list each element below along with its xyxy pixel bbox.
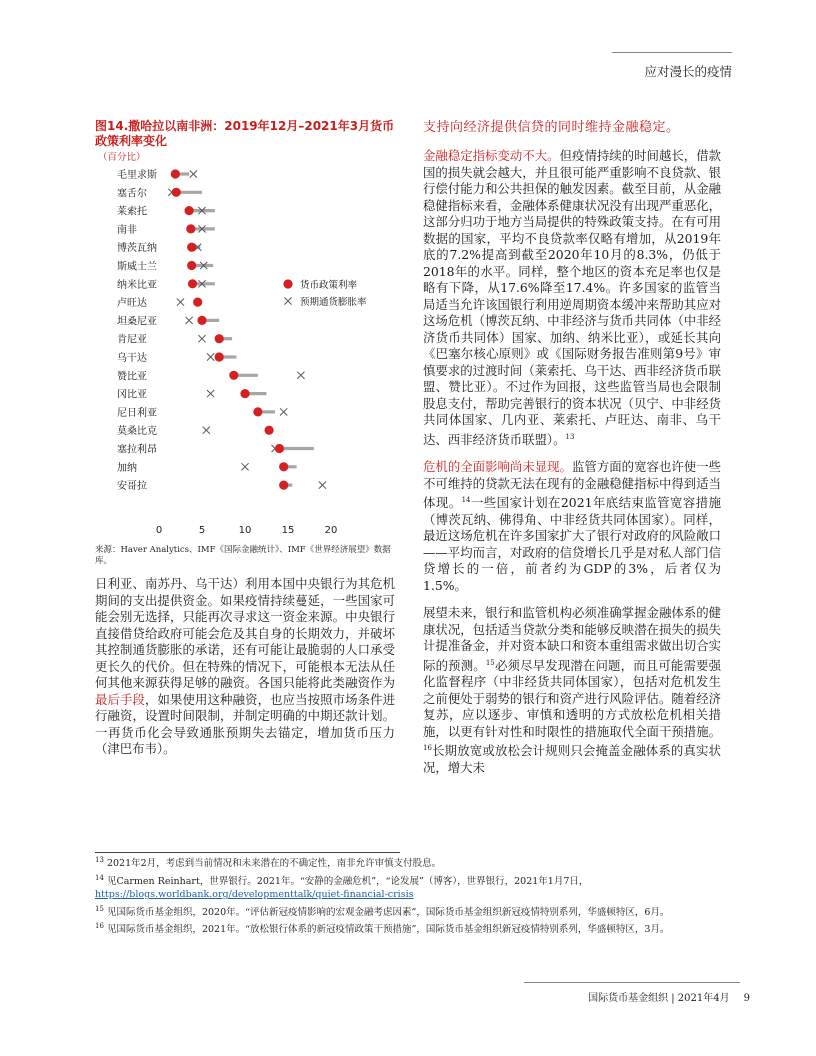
paragraph-body: 展望未来，银行和监管机构必须准确掌握金融体系的健康状况，包括适当贷款分类和能够反映潜在损失的损失计提准备金，并对资本缺口和资本重组需求做出切合实际的预测。: [423, 605, 721, 673]
right-body-text: [423, 148, 721, 788]
paragraph-body-cont: 必须尽早发现潜在问题，而且可能需要强化监督程序（中非经货共同体国家），包括对危机发生之前便处于弱势的银行和资产进行风险评估。随着经济复苏，应以逐步、审慎和透明的方式放松危机相关措施，以更有针对性和时限性的措施取代全面干预措施。: [423, 657, 722, 739]
figure-unit: （百分比）: [98, 152, 146, 163]
policy-rate-dot: [187, 261, 196, 270]
footnote-ref[interactable]: 16: [423, 744, 432, 753]
footnotes: [95, 854, 720, 938]
paragraph-body: 但疫情持续的时间越长，借款国的损失就会越大，并且很可能严重影响不良贷款、银行偿付能力和公共担保的触发因素。截至目前，从金融稳健指标来看，金融体系健康状况没有出现严重恶化，这部分归功于地方当局提供的特殊政策支持。在有可用数据的国家，平均不良贷款率仅略有增加，从2019年底的7.2%提高到截至2020年10月的8.3%，仍低于2018年的水平。同样，整个地区的资本充足率也仅是略有下降，从17.6%降至17.4%。许多国家的监管当局适当允许该国银行利用逆周期资本缓冲来帮助其应对这场危机（博茨瓦纳、中非经济与货币共同体（中非经济货币共同体）国家、加纳、纳米比亚），或延长其向《巴塞尔核心原则》或《国际财务报告准则第9号》审慎要求的过渡时间（莱索托、乌干达、西非经济货币联盟、赞比亚）。不过作为回报，这些监管当局也会限制股息支付，帮助完善银行的资本状况（贝宁、中非经货共同体国家、几内亚、莱索托、卢旺达、南非、乌干达、西非经济货币联盟）。: [423, 148, 722, 447]
inflation-marker: [319, 482, 326, 489]
footnote-15: [95, 903, 720, 920]
footnote-ref[interactable]: 15: [485, 658, 495, 667]
footnote-number: 13: [95, 856, 104, 864]
paragraph-outlook: [423, 605, 721, 776]
footer-text: 国际货币基金组织 | 2021年4月: [588, 993, 730, 1004]
footnote-text: 2021年2月，考虑到当前情况和未来潜在的不确定性，南非允许审慎支付股息。: [106, 858, 442, 870]
x-tick-label: 20: [324, 525, 338, 536]
left-para-text-end: ，如果使用这种融资，也应当按照市场条件进行融资，设置时间限制，并制定明确的中期还款计划。一再货币化会导致通胀预期失去锚定，增加货币压力（津巴布韦）。: [95, 691, 396, 756]
category-label: 塞拉利昂: [117, 444, 157, 456]
policy-rate-dot: [264, 426, 273, 435]
figure-source: 来源：Haver Analytics、IMF《国际金融统计》、IMF《世界经济展望》数据库。: [95, 545, 391, 566]
footnote-text: 见国际货币基金组织，2020年。“评估新冠疫情影响的宏观金融考虑因素”，国际货币基金组织新冠疫情特别系列，华盛顿特区，6月。: [106, 906, 670, 918]
category-label: 莫桑比克: [117, 426, 157, 438]
inflation-marker: [190, 170, 197, 177]
category-label: 毛里求斯: [117, 170, 157, 181]
policy-rate-dot: [193, 298, 202, 307]
page-number: 9: [743, 993, 750, 1004]
category-label: 斯威士兰: [117, 261, 157, 273]
policy-rate-dot: [279, 481, 288, 490]
footnote-number: 16: [95, 922, 104, 931]
footnote-text: 见国际货币基金组织，2021年。“放松银行体系的新冠疫情政策干预措施”，国际货币基金组织新冠疫情特别系列，华盛顿特区，3月。: [106, 924, 670, 936]
x-tick-label: 10: [238, 525, 252, 536]
x-tick-label: 0: [155, 525, 163, 536]
category-label: 卢旺达: [117, 298, 147, 310]
category-label: 南非: [117, 224, 137, 236]
policy-rate-dot: [215, 352, 224, 361]
policy-rate-dot: [186, 224, 195, 233]
policy-rate-dot: [240, 389, 249, 398]
policy-rate-dot: [229, 371, 238, 380]
inflation-marker: [297, 372, 304, 379]
inflation-marker: [198, 335, 205, 342]
legend-label-policy-rate: 货币政策利率: [300, 280, 358, 291]
legend-label-inflation: 预期通货膨胀率: [300, 297, 367, 308]
policy-rate-dot: [171, 169, 180, 178]
category-label: 尼日利亚: [117, 407, 157, 419]
left-para-text: 日利亚、南苏丹、乌干达）利用本国中央银行为其危机期间的支出提供资金。如果疫情持续蔓延，一些国家可能会别无选择，只能再次寻求这一资金来源。中央银行直接借贷给政府可能会危及其自身的长期效力，并破坏其控制通货膨胀的承诺，还有可能让最脆弱的人口承受更长久的代价。但在特殊的情况下，可能根本无法从任何其他来源获得足够的融资。各国只能将此类融资作为: [95, 576, 395, 690]
policy-rate-chart: [95, 160, 395, 545]
footnote-number: 15: [95, 904, 104, 913]
policy-rate-dot: [197, 316, 206, 325]
running-header: 应对漫长的疫情: [644, 64, 732, 79]
category-label: 坦桑尼亚: [117, 316, 157, 328]
paragraph-lead: 金融稳定指标变动不大。: [423, 148, 560, 163]
footnote-14: [95, 872, 720, 902]
policy-rate-dot: [185, 206, 194, 215]
legend-x-marker: [284, 297, 291, 304]
x-tick-label: 5: [198, 525, 206, 536]
footer-rule: [524, 982, 740, 983]
figure-title: 图14.撒哈拉以南非洲：2019年12月–2021年3月货币政策利率变化: [95, 119, 395, 148]
inflation-marker: [207, 390, 214, 397]
policy-rate-dot: [172, 188, 181, 197]
x-tick-label: 15: [281, 525, 295, 536]
category-label: 肯尼亚: [117, 334, 147, 346]
policy-rate-dot: [253, 407, 262, 416]
policy-rate-dot: [279, 462, 288, 471]
footnote-text: 见Carmen Reinhart，世界银行。2021年。“安静的金融危机”，“论发展”（博客），世界银行，2021年1月7日，: [106, 875, 589, 887]
footnote-13: [95, 854, 720, 871]
footnote-16: [95, 920, 720, 937]
category-label: 塞舌尔: [117, 188, 147, 200]
inflation-marker: [186, 317, 193, 324]
policy-rate-dot: [215, 334, 224, 343]
header-rule: [612, 52, 732, 53]
category-label: 莱索托: [117, 206, 147, 218]
inflation-marker: [203, 427, 210, 434]
footnote-ref[interactable]: 13: [565, 432, 575, 441]
footnote-rule: [95, 852, 400, 853]
category-label: 加纳: [117, 462, 137, 474]
category-label: 安哥拉: [117, 481, 147, 493]
inflation-marker: [280, 408, 287, 415]
inflation-marker: [177, 299, 184, 306]
paragraph-body: 监管方面的宽容也许使一些不可维持的贷款无法在现有的金融稳健指标中得到适当体现。: [423, 459, 722, 511]
left-body-text: [95, 576, 395, 758]
legend-dot-marker: [283, 279, 292, 288]
paragraph-financial-stability: [423, 148, 721, 448]
category-label: 乌干达: [117, 353, 147, 364]
footnote-link[interactable]: https://blogs.worldbank.org/developmenttalk/quiet-financial-crisis: [95, 889, 414, 901]
left-emphasis: 最后手段: [95, 691, 146, 707]
footnote-ref[interactable]: 14: [461, 496, 471, 505]
page-footer: [588, 989, 750, 1004]
paragraph-lead: 危机的全面影响尚未显现。: [423, 459, 573, 475]
inflation-marker: [241, 463, 248, 470]
category-label: 纳米比亚: [117, 279, 157, 291]
category-label: 赞比亚: [117, 371, 147, 383]
inflation-marker: [207, 353, 214, 360]
policy-rate-dot: [188, 279, 197, 288]
paragraph-crisis-impact: [423, 459, 721, 594]
policy-rate-dot: [187, 243, 196, 252]
paragraph-body-cont: 一些国家计划在2021年底结束监管宽容措施（博茨瓦纳、佛得角、中非经货共同体国家）。同样，最近这场危机在许多国家扩大了银行对政府的风险敞口——平均而言，对政府的信贷增长几乎是对私人部门信贷增长的一倍，前者约为GDP的3%，后者仅为1.5%。: [423, 495, 721, 593]
footnote-number: 14: [95, 873, 104, 882]
paragraph-body-end: 长期放宽或放松会计规则只会掩盖金融体系的真实状况，增大未: [423, 743, 721, 775]
policy-rate-dot: [275, 444, 284, 453]
section-heading: 支持向经济提供信贷的同时维持金融稳定。: [423, 120, 680, 135]
category-label: 冈比亚: [117, 389, 147, 401]
category-label: 博茨瓦纳: [117, 243, 157, 255]
